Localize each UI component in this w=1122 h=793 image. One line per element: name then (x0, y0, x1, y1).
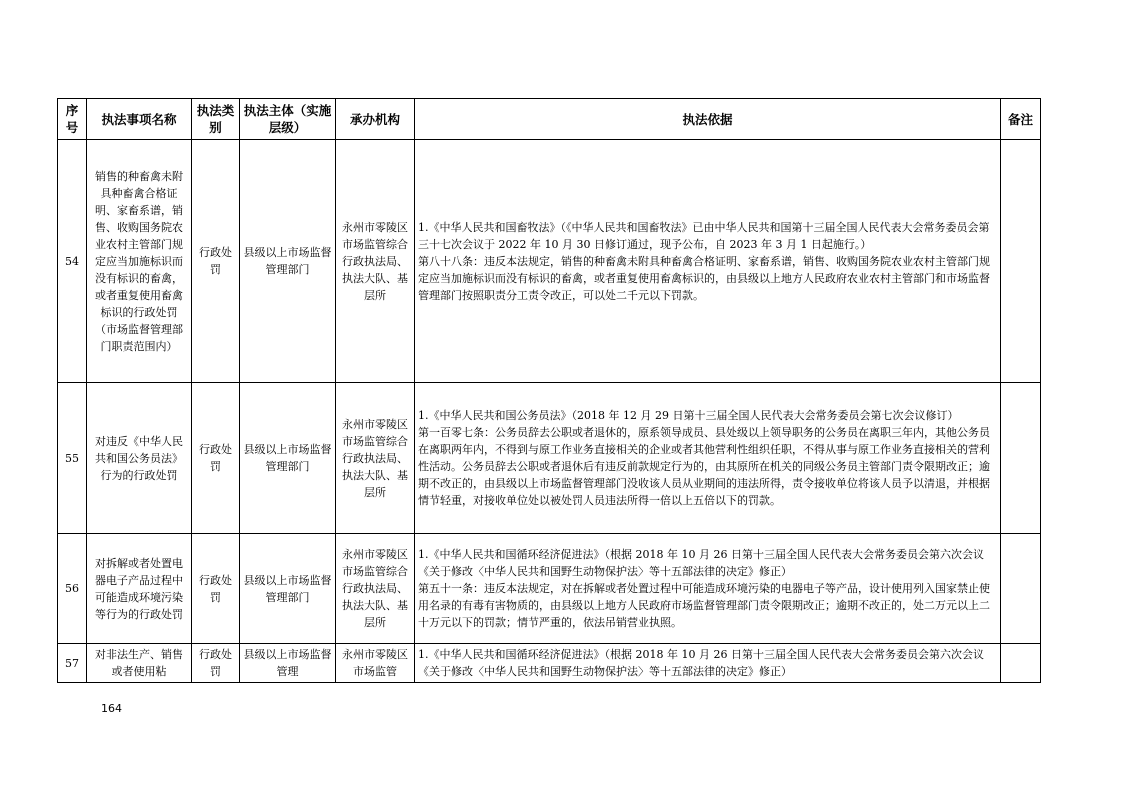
row-seq: 56 (58, 534, 87, 644)
row-basis (415, 140, 1001, 383)
basis-paragraph: 1.《中华人民共和国循环经济促进法》（根据 2018 年 10 月 26 日第十三届全国人民代表大会常务委员会第六次会议《关于修改〈中华人民共和国野生动物保护法〉等十五部法律的决定》修正） (418, 648, 984, 678)
row-item: 对拆解或者处置电器电子产品过程中可能造成环境污染等行为的行政处罚 (87, 534, 192, 644)
table-header-row (58, 99, 1041, 140)
basis-paragraph: 第五十一条：违反本法规定，对在拆解或者处置过程中可能造成环境污染的电器电子等产品，设计使用列入国家禁止使用名录的有毒有害物质的，由县级以上地方人民政府市场监督管理部门责令限期改正；逾期不改正的，处二万元以上二十万元以下的罚款；情节严重的，依法吊销营业执照。 (418, 582, 990, 629)
row-category: 行政处罚 (192, 383, 240, 534)
header-seq: 序号 (58, 99, 87, 140)
basis-paragraph: 第八十八条：违反本法规定，销售的种畜禽未附具种畜禽合格证明、家畜系谱，销售、收购国务院农业农村主管部门规定应当加施标识而没有标识的畜禽，或者重复使用畜禽标识的，由县级以上地方人民政府农业农村主管部门和市场监督管理部门按照职责分工责令改正，可以处二千元以下罚款。 (418, 254, 990, 302)
row-agency: 永州市零陵区市场监管 (336, 644, 415, 683)
row-remark (1001, 140, 1041, 383)
row-remark (1001, 383, 1041, 534)
row-item: 销售的种畜禽未附具种畜禽合格证明、家畜系谱，销售、收购国务院农业农村主管部门规定应当加施标识而没有标识的畜禽，或者重复使用畜禽标识的行政处罚（市场监督管理部门职责范围内） (87, 140, 192, 383)
header-remark: 备注 (1001, 99, 1041, 140)
enforcement-table (57, 98, 1041, 683)
row-subject: 县级以上市场监督管理部门 (240, 383, 336, 534)
row-subject: 县级以上市场监督管理 (240, 644, 336, 683)
basis-paragraph: 第一百零七条：公务员辞去公职或者退休的，原系领导成员、县处级以上领导职务的公务员在离职三年内，其他公务员在离职两年内，不得到与原工作业务直接相关的企业或者其他营利性组织任职，不得从事与原工作业务直接相关的营利性活动。公务员辞去公职或者退休后有违反前款规定行为的，由其原所在机关的同级公务员主管部门责令限期改正；逾期不改正的，由县级以上市场监督管理部门没收该人员从业期间的违法所得，责令接收单位将该人员予以清退，并根据情节轻重，对接收单位处以被处罚人员违法所得一倍以上五倍以下的罚款。 (418, 426, 990, 507)
row-subject: 县级以上市场监督管理部门 (240, 140, 336, 383)
row-seq: 54 (58, 140, 87, 383)
row-category: 行政处罚 (192, 534, 240, 644)
table-row (58, 140, 1041, 383)
row-basis (415, 383, 1001, 534)
header-subject: 执法主体（实施层级） (240, 99, 336, 140)
table-row (58, 534, 1041, 644)
basis-paragraph: 1.《中华人民共和国公务员法》（2018 年 12 月 29 日第十三届全国人民代表大会常务委员会第七次会议修订） (418, 409, 959, 422)
row-seq: 55 (58, 383, 87, 534)
row-agency: 永州市零陵区市场监管综合行政执法局、执法大队、基层所 (336, 534, 415, 644)
row-basis (415, 644, 1001, 683)
header-basis: 执法依据 (415, 99, 1001, 140)
basis-paragraph: 1.《中华人民共和国循环经济促进法》（根据 2018 年 10 月 26 日第十三届全国人民代表大会常务委员会第六次会议《关于修改〈中华人民共和国野生动物保护法〉等十五部法律的决定》修正） (418, 548, 984, 578)
header-agency: 承办机构 (336, 99, 415, 140)
row-category: 行政处罚 (192, 140, 240, 383)
page-number: 164 (101, 702, 122, 715)
row-item: 对违反《中华人民共和国公务员法》行为的行政处罚 (87, 383, 192, 534)
table-row (58, 644, 1041, 683)
row-remark (1001, 534, 1041, 644)
row-remark (1001, 644, 1041, 683)
row-basis (415, 534, 1001, 644)
row-agency: 永州市零陵区市场监管综合行政执法局、执法大队、基层所 (336, 140, 415, 383)
row-agency: 永州市零陵区市场监管综合行政执法局、执法大队、基层所 (336, 383, 415, 534)
row-seq: 57 (58, 644, 87, 683)
row-item: 对非法生产、销售或者使用粘 (87, 644, 192, 683)
row-category: 行政处罚 (192, 644, 240, 683)
row-subject: 县级以上市场监督管理部门 (240, 534, 336, 644)
header-item: 执法事项名称 (87, 99, 192, 140)
table-row (58, 383, 1041, 534)
header-category: 执法类别 (192, 99, 240, 140)
basis-paragraph: 1.《中华人民共和国畜牧法》（《中华人民共和国畜牧法》已由中华人民共和国第十三届全国人民代表大会常务委员会第三十七次会议于 2022 年 10 月 30 日修订通过，现予公布，自 2023 年 3 月 1 日起施行。） (418, 220, 990, 251)
